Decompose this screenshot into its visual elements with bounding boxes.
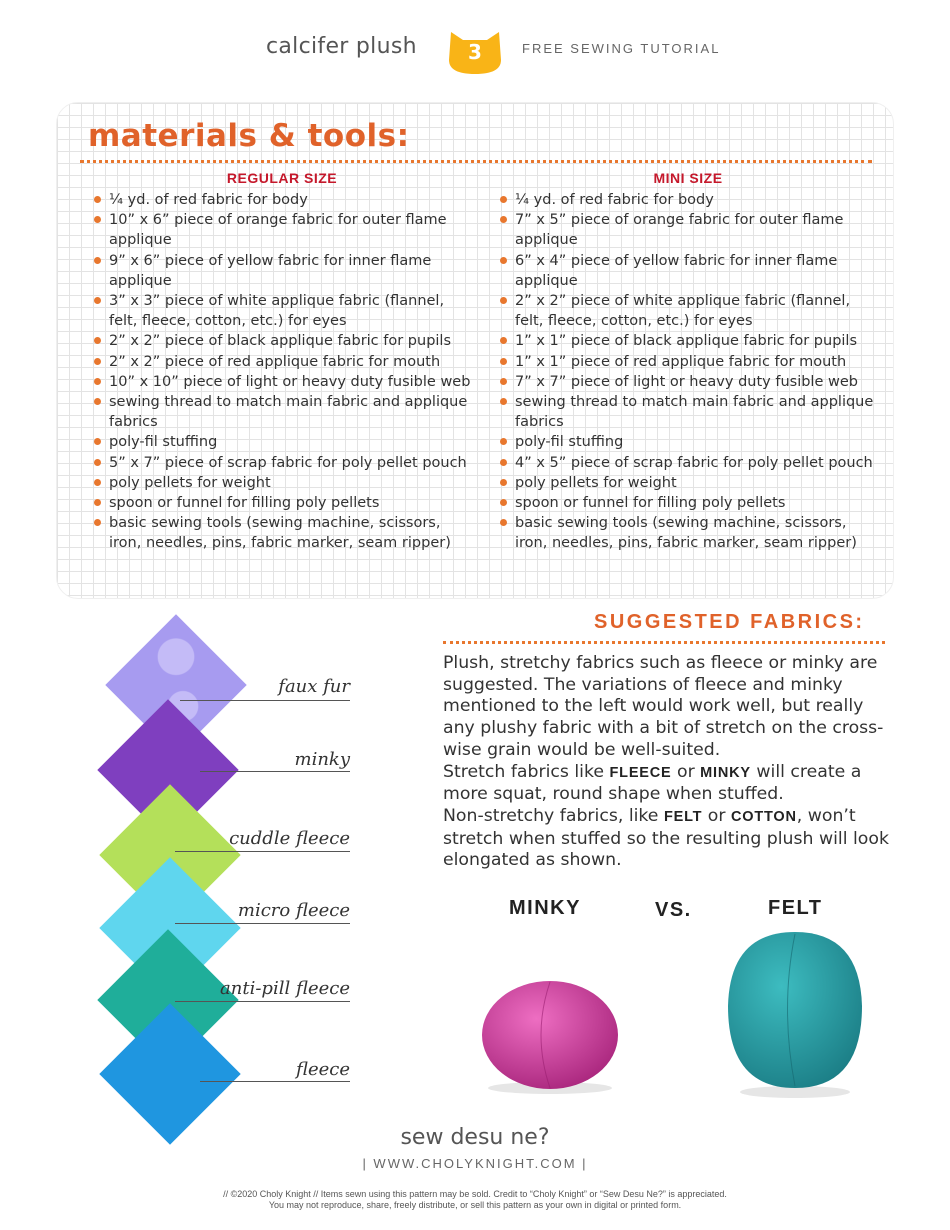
vs-label: VS. xyxy=(655,899,692,921)
felt-label: FELT xyxy=(768,897,823,919)
material-item: spoon or funnel for filling poly pellets xyxy=(92,493,472,513)
suggested-divider xyxy=(443,641,885,644)
material-item: 7” x 5” piece of orange fabric for outer flame applique xyxy=(498,210,878,250)
fabric-swatches xyxy=(90,620,360,1115)
keyword-cotton: COTTON xyxy=(730,808,797,825)
material-item: poly-fil stuffing xyxy=(498,432,878,452)
material-item: poly-fil stuffing xyxy=(92,432,472,452)
footer-brand: sew desu ne? xyxy=(400,1125,550,1150)
material-item: ¼ yd. of red fabric for body xyxy=(92,190,472,210)
material-item: 9” x 6” piece of yellow fabric for inner flame applique xyxy=(92,251,472,291)
materials-title: materials & tools: xyxy=(88,118,410,154)
suggested-fabrics-text xyxy=(443,653,893,872)
footer-legal-line-2: You may not reproduce, share, freely distribute, or sell this pattern as your own in digital or printed form. xyxy=(268,1200,682,1210)
keyword-fleece: FLEECE xyxy=(609,764,672,781)
material-item: 2” x 2” piece of red applique fabric for mouth xyxy=(92,352,472,372)
label-line xyxy=(200,1081,350,1082)
material-item: poly pellets for weight xyxy=(498,473,878,493)
material-item: basic sewing tools (sewing machine, scissors, iron, needles, pins, fabric marker, seam ripper) xyxy=(498,513,878,553)
minky-ball-image xyxy=(470,950,630,1100)
suggested-paragraph-3: Non-stretchy fabrics, like FELT or COTTON, won’t stretch when stuffed so the resulting plush will look elongated as shown. xyxy=(443,805,889,871)
label-line xyxy=(200,771,350,772)
footer-url[interactable]: | WWW.CHOLYKNIGHT.COM | xyxy=(362,1156,588,1171)
page-header xyxy=(0,20,950,80)
mini-size-heading: MINI SIZE xyxy=(653,170,723,186)
material-item: poly pellets for weight xyxy=(92,473,472,493)
page-number: 3 xyxy=(468,40,482,64)
material-item: ¼ yd. of red fabric for body xyxy=(498,190,878,210)
material-item: 4” x 5” piece of scrap fabric for poly pellet pouch xyxy=(498,453,878,473)
keyword-felt: FELT xyxy=(663,808,703,825)
swatch-label-minky: minky xyxy=(294,749,350,770)
material-item: 3” x 3” piece of white applique fabric (flannel, felt, fleece, cotton, etc.) for eyes xyxy=(92,291,472,331)
label-line xyxy=(175,851,350,852)
mini-size-list xyxy=(498,190,878,554)
label-line xyxy=(180,700,350,701)
header-subtitle: FREE SEWING TUTORIAL xyxy=(522,41,721,56)
material-item: sewing thread to match main fabric and applique fabrics xyxy=(92,392,472,432)
suggested-fabrics-title: SUGGESTED FABRICS: xyxy=(594,611,865,633)
footer-legal-line-1: // ©2020 Choly Knight // Items sewn using this pattern may be sold. Credit to “Choly Knight” or “Sew Desu Ne?” is appreciated. xyxy=(223,1189,727,1199)
material-item: spoon or funnel for filling poly pellets xyxy=(498,493,878,513)
material-item: 10” x 6” piece of orange fabric for outer flame applique xyxy=(92,210,472,250)
material-item: 6” x 4” piece of yellow fabric for inner flame applique xyxy=(498,251,878,291)
felt-ball-image xyxy=(720,928,870,1103)
material-item: 5” x 7” piece of scrap fabric for poly pellet pouch xyxy=(92,453,472,473)
swatch-label-micro-fleece: micro fleece xyxy=(237,900,350,921)
cat-icon xyxy=(445,26,505,76)
material-item: 2” x 2” piece of black applique fabric for pupils xyxy=(92,331,472,351)
suggested-paragraph-2: Stretch fabrics like FLEECE or MINKY will create a more squat, round shape when stuffed. xyxy=(443,761,862,805)
materials-divider xyxy=(80,160,872,163)
material-item: 1” x 1” piece of black applique fabric for pupils xyxy=(498,331,878,351)
material-item: 1” x 1” piece of red applique fabric for mouth xyxy=(498,352,878,372)
regular-size-column xyxy=(92,170,472,554)
label-line xyxy=(175,923,350,924)
material-item: sewing thread to match main fabric and applique fabrics xyxy=(498,392,878,432)
label-line xyxy=(175,1001,350,1002)
swatch-label-anti-pill-fleece: anti-pill fleece xyxy=(220,978,350,999)
swatch-label-cuddle-fleece: cuddle fleece xyxy=(229,828,350,849)
material-item: 7” x 7” piece of light or heavy duty fusible web xyxy=(498,372,878,392)
material-item: 2” x 2” piece of white applique fabric (flannel, felt, fleece, cotton, etc.) for eyes xyxy=(498,291,878,331)
regular-size-heading: REGULAR SIZE xyxy=(226,170,338,186)
swatch-label-faux-fur: faux fur xyxy=(278,676,350,697)
footer-legal xyxy=(0,1189,950,1211)
material-item: basic sewing tools (sewing machine, scissors, iron, needles, pins, fabric marker, seam ripper) xyxy=(92,513,472,553)
material-item: 10” x 10” piece of light or heavy duty fusible web xyxy=(92,372,472,392)
keyword-minky: MINKY xyxy=(700,764,751,781)
pattern-title: calcifer plush xyxy=(266,34,417,59)
swatch-label-fleece: fleece xyxy=(295,1059,350,1080)
minky-label: MINKY xyxy=(509,897,581,919)
suggested-paragraph-1: Plush, stretchy fabrics such as fleece or minky are suggested. The variations of fleece and minky mentioned to the left would work well, but really any plushy fabric with a bit of stretch on the cross-wise grain would be well-suited. xyxy=(443,653,884,760)
mini-size-column xyxy=(498,170,878,554)
regular-size-list xyxy=(92,190,472,554)
